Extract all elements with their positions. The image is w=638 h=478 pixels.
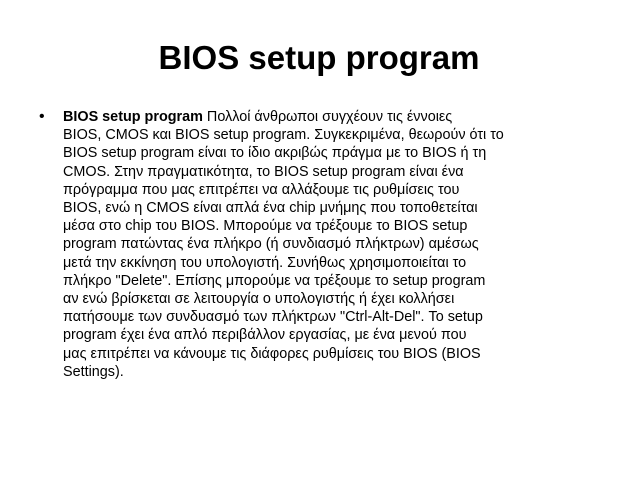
bullet-text-line-6: BIOS, ενώ η CMOS είναι απλά ένα chip μνήμης που τοποθετείται [63,200,478,217]
bullet-lead-text: BIOS setup program [63,109,203,125]
bullet-line-1 [63,108,599,126]
bullet-text-line-10: πλήκρο "Delete". Επίσης μπορούμε να τρέξουμε το setup program [63,272,486,289]
bullet-text-line-9: μετά την εκκίνηση του υπολογιστή. Συνήθως χρησιμοποιείται το [63,254,467,271]
bullet-text-line-3: BIOS setup program είναι το ίδιο ακριβώς πράγμα με το BIOS ή τη [63,145,487,162]
bullet-text-line-1: Πολλοί άνθρωποι συγχέουν τις έννοιες [202,109,453,125]
bullet-text-line-12: πατήσουμε των συνδυασμό των πλήκτρων "Ctrl-Alt-Del". Το setup [63,309,483,326]
bullet-text-line-2: BIOS, CMOS και BIOS setup program. Συγκεκριμένα, θεωρούν ότι το [63,127,504,144]
bullet-text-line-15: Settings). [63,363,124,380]
bullet-marker: • [39,108,45,125]
bullet-text-line-13: program έχει ένα απλό περιβάλλον εργασίας, με ένα μενού που [63,327,467,344]
bullet-text-line-14: μας επιτρέπει να κάνουμε τις διάφορες ρυθμίσεις του BIOS (BIOS [63,345,481,362]
bullet-text-line-7: μέσα στο chip του BIOS. Μπορούμε να τρέξουμε το BIOS setup [63,218,468,235]
bullet-text-line-11: αν ενώ βρίσκεται σε λειτουργία ο υπολογιστής ή έχει κολλήσει [63,291,455,308]
bullet-text-line-4: CMOS. Στην πραγματικότητα, το BIOS setup program είναι ένα [63,163,464,180]
slide-title: BIOS setup program [158,39,480,76]
bullet-item [39,108,599,381]
bullet-text-line-5: πρόγραμμα που μας επιτρέπει να αλλάξουμε τις ρυθμίσεις του [63,181,460,198]
bullet-list [39,108,599,381]
bullet-text-line-8: program πατώντας ένα πλήκρο (ή συνδιασμό πλήκτρων) αμέσως [63,236,479,253]
